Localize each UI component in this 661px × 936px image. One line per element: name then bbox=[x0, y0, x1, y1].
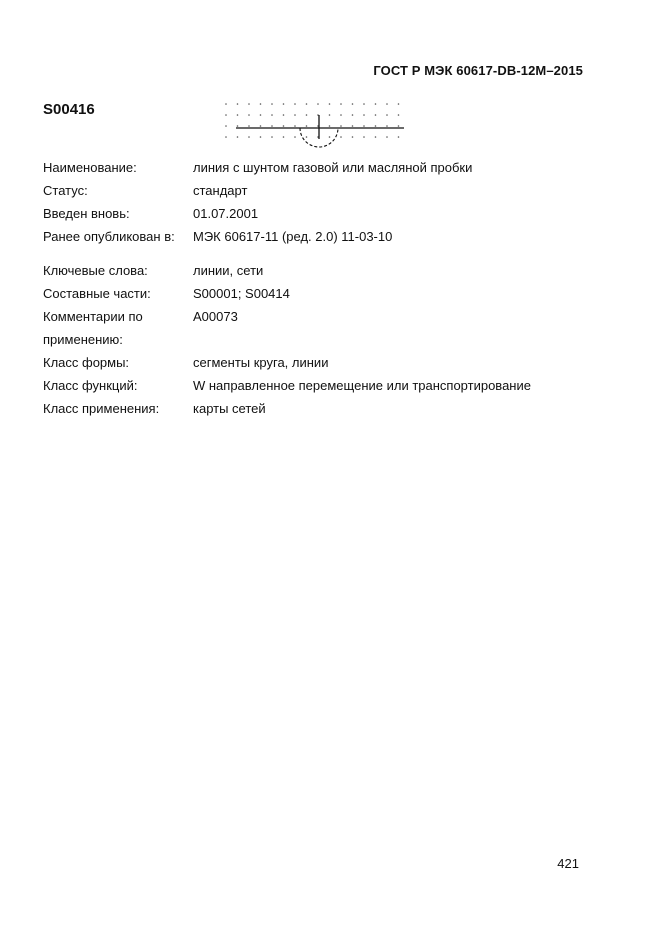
property-row-application-notes bbox=[43, 305, 531, 328]
property-label: Статус: bbox=[43, 183, 88, 198]
symbol-code: S00416 bbox=[43, 101, 95, 118]
property-row-application-class bbox=[43, 397, 531, 420]
property-label: Класс формы: bbox=[43, 355, 130, 370]
property-value: линия с шунтом газовой или масляной пробки bbox=[193, 160, 473, 175]
property-row-status bbox=[43, 179, 531, 202]
property-row-introduced bbox=[43, 202, 531, 225]
property-value: МЭК 60617-11 (ред. 2.0) 11-03-10 bbox=[193, 229, 393, 244]
property-value: карты сетей bbox=[193, 401, 266, 416]
property-value: стандарт bbox=[193, 183, 248, 198]
property-label: Ранее опубликован в: bbox=[43, 229, 175, 244]
property-label: Класс применения: bbox=[43, 401, 160, 416]
property-row-previously-published bbox=[43, 225, 531, 248]
property-label: Введен вновь: bbox=[43, 206, 130, 221]
property-label: Наименование: bbox=[43, 160, 137, 175]
properties-list bbox=[43, 156, 531, 420]
property-value: линии, сети bbox=[193, 263, 264, 278]
property-row-shape-class bbox=[43, 351, 531, 374]
document-header: ГОСТ Р МЭК 60617-DB-12M–2015 bbox=[373, 63, 583, 78]
page-number: 421 bbox=[557, 856, 579, 871]
property-row-keywords bbox=[43, 259, 531, 282]
line-with-gas-or-oil-stop-shunt-symbol-icon bbox=[222, 98, 410, 150]
property-value: 01.07.2001 bbox=[193, 206, 259, 221]
property-value: S00001; S00414 bbox=[193, 286, 290, 301]
property-label: применению: bbox=[43, 332, 123, 347]
property-value: W направленное перемещение или транспортирование bbox=[193, 378, 531, 393]
property-row-function-class bbox=[43, 374, 531, 397]
property-value: сегменты круга, линии bbox=[193, 355, 329, 370]
property-label: Класс функций: bbox=[43, 378, 138, 393]
property-row-components bbox=[43, 282, 531, 305]
property-label: Ключевые слова: bbox=[43, 263, 148, 278]
property-row-application-notes-cont bbox=[43, 328, 531, 351]
property-label: Составные части: bbox=[43, 286, 151, 301]
property-label: Комментарии по bbox=[43, 309, 143, 324]
property-value: A00073 bbox=[193, 309, 238, 324]
property-row-name bbox=[43, 156, 531, 179]
